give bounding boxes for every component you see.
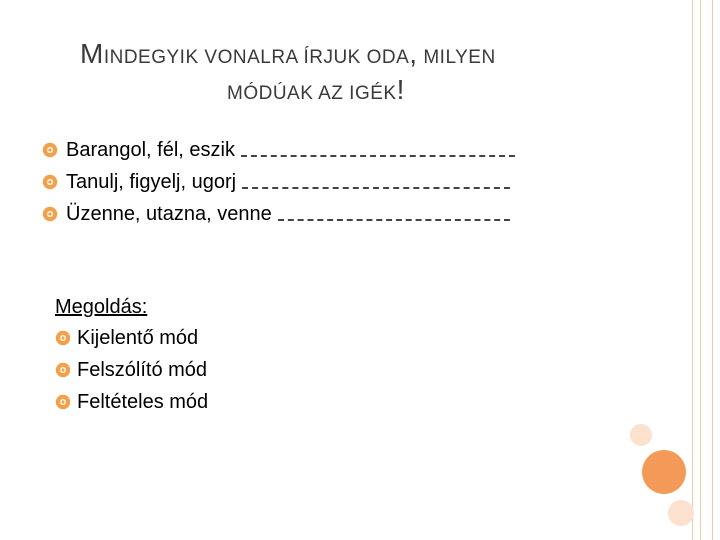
exercise-list <box>42 134 515 230</box>
page-title-line-2 <box>0 74 667 106</box>
page-title-line-1 <box>0 38 640 70</box>
title-line1-text: INDEGYIK VONALRA ÍRJUK ODA <box>103 47 410 68</box>
exercise-item-text: Tanulj, figyelj, ugorj <box>66 171 237 193</box>
title-line1-end: MILYEN <box>417 47 496 68</box>
title-line2-text: MÓDÚAK AZ IGÉK <box>227 83 397 104</box>
solution-item-text: Felszólító mód <box>77 359 208 381</box>
solution-list <box>55 322 208 418</box>
solution-item-text: Kijelentő mód <box>77 327 199 349</box>
solution-item <box>55 386 208 418</box>
solution-heading: Megoldás: <box>55 296 148 318</box>
sun-bullet-icon <box>42 206 58 222</box>
solution-item <box>55 354 208 386</box>
answer-blank-line[interactable] <box>241 155 515 157</box>
decor-circle-small <box>630 424 652 446</box>
title-comma: , <box>409 38 418 69</box>
frame-line-2 <box>700 0 701 540</box>
solution-block <box>55 292 208 418</box>
exercise-item <box>42 198 515 230</box>
title-initial: M <box>80 38 104 69</box>
answer-blank-line[interactable] <box>278 219 510 221</box>
exercise-item <box>42 166 515 198</box>
decor-circle-large <box>642 450 686 494</box>
frame-line-1 <box>692 0 693 540</box>
sun-bullet-icon <box>42 142 58 158</box>
sun-bullet-icon <box>42 174 58 190</box>
sun-bullet-icon <box>55 330 71 346</box>
decor-circle-medium <box>668 500 694 526</box>
solution-item <box>55 322 208 354</box>
title-exclamation: ! <box>396 74 405 105</box>
frame-line-3 <box>712 0 713 540</box>
solution-item-text: Feltételes mód <box>77 391 209 413</box>
answer-blank-line[interactable] <box>242 187 510 189</box>
exercise-item-text: Barangol, fél, eszik <box>66 139 235 161</box>
exercise-item <box>42 134 515 166</box>
sun-bullet-icon <box>55 394 71 410</box>
sun-bullet-icon <box>55 362 71 378</box>
exercise-item-text: Üzenne, utazna, venne <box>66 203 272 225</box>
